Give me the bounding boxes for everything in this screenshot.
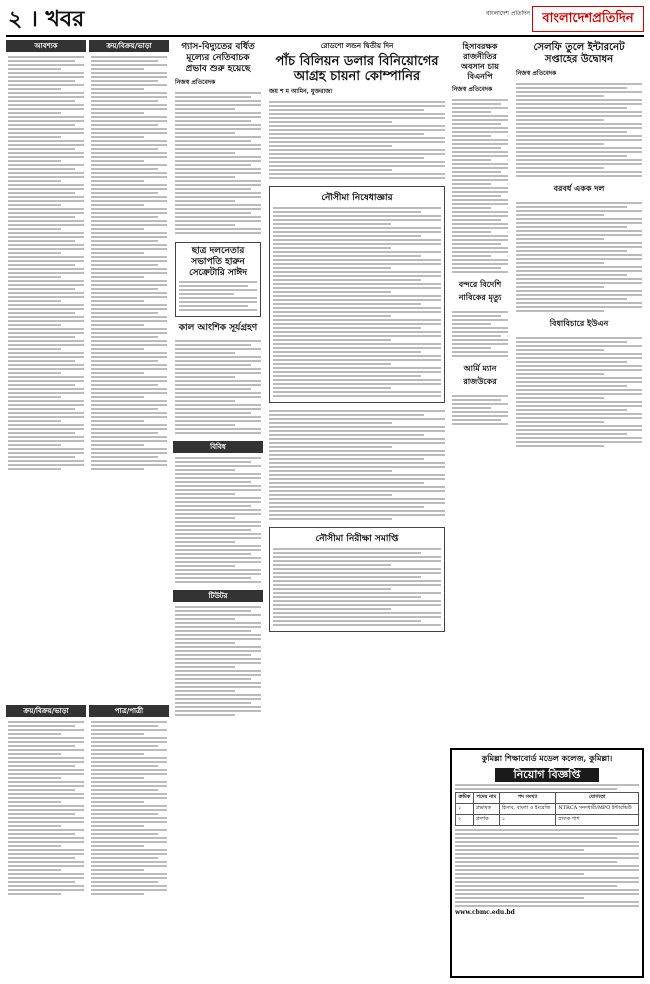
ad-cell: হিসাব, বাংলা ও ইংরেজি [499, 804, 555, 815]
article-body [173, 336, 263, 438]
classified-header-wanted: আবশ্যক [6, 40, 86, 52]
lead-inset-headline: নৌসীমা নিষেধাজ্ঞার [321, 193, 393, 203]
tutor-body [173, 602, 263, 720]
classified-body [6, 717, 86, 899]
ad-cell: ১ [499, 815, 555, 826]
article-byline: নিজস্ব প্রতিবেদক [452, 86, 493, 93]
ad-table-row [456, 815, 639, 826]
classified-column-1 [6, 40, 86, 700]
lead-inset-box-2 [269, 527, 445, 632]
ad-table-header: পদ সংখ্যা [499, 793, 555, 804]
tutor-header: টিউটর [173, 590, 263, 602]
ad-table-header: পদের নাম [473, 793, 499, 804]
article-headline: হিসাবরক্ষক রাজনীতির অবসান চায় বিএনপি [461, 42, 499, 81]
lead-body-continued [267, 406, 447, 524]
classified-column-bottom-1 [6, 705, 86, 980]
classified-body [6, 52, 86, 474]
page-label: ২ । খবর [8, 6, 85, 32]
classified-header-matrimony: পাত্র/পাত্রী [89, 705, 169, 717]
ad-website[interactable]: www.cbmc.edu.bd [455, 909, 515, 916]
classified-header-buy-sell-2: ক্রয়/বিক্রয়/ভাড়া [6, 705, 86, 717]
lead-kicker: রোডশো লন্ডন দ্বিতীয় দিন [320, 41, 394, 50]
sub-headline: কাল আংশিক সূর্যগ্রহণ [178, 323, 258, 333]
recruitment-ad [450, 748, 644, 978]
classified-column-2 [89, 40, 169, 700]
article-byline: নিজস্ব প্রতিবেদক [175, 79, 216, 86]
article-body [173, 88, 263, 238]
ad-table-header: ক্রমিক [456, 793, 474, 804]
lead-story [267, 40, 447, 740]
story-box [175, 242, 261, 317]
ad-cell: NTRCA সনদধারী/MPO ইন্টারভিউ [556, 804, 639, 815]
article-body [514, 333, 644, 451]
ad-college-name: কুমিল্লা শিক্ষাবোর্ড মডেল কলেজ, কুমিল্লা। [481, 753, 613, 763]
lead-byline: জয় শ ম আমিন, যুক্তরাজ্য [269, 88, 333, 95]
ad-table-header-row [456, 793, 639, 804]
classified-column-bottom-2 [89, 705, 169, 980]
box-headline-2: আর্মি ম্যান রাজউকের [463, 364, 497, 386]
article-body [450, 307, 510, 361]
date-line [410, 10, 530, 28]
article-body [450, 391, 510, 429]
article-body [514, 79, 644, 181]
ad-cell: প্রদর্শক [473, 815, 499, 826]
ad-body [455, 829, 639, 907]
article-headline: সেলফি তুলে ইন্টারনেট সপ্তাহের উদ্বোধন [533, 42, 625, 65]
masthead-rule [6, 35, 644, 37]
classified-body [89, 717, 169, 899]
news-column-3 [173, 40, 263, 980]
lead-inset-body-2 [273, 548, 441, 626]
ad-table-row [456, 804, 639, 815]
box-headline-2: বিধাবিচারে ইউএন [549, 319, 609, 328]
classified-header-buy-sell: ক্রয়/বিক্রয়/ভাড়া [89, 40, 169, 52]
ad-table-header: যোগ্যতা [556, 793, 639, 804]
lead-inset-body [273, 207, 441, 397]
ad-cell: ২ [456, 815, 474, 826]
ad-cell: প্রভাষক [473, 804, 499, 815]
ad-title: নিয়োগ বিজ্ঞপ্তি [495, 768, 599, 782]
article-body [450, 95, 510, 277]
misc-body [173, 453, 263, 587]
story-box-body [179, 281, 257, 311]
box-headline: বরবর্ধ একক দল [553, 184, 605, 193]
lead-body [267, 97, 447, 183]
article-headline: গ্যাস-বিদ্যুতের বর্ধিত মূল্যের নেতিবাচক প্রভাব শুরু হয়েছে [181, 42, 255, 74]
article-body [514, 198, 644, 316]
box-headline: বন্দরে বিদেশি নাবিকের মৃত্যু [458, 280, 502, 302]
newspaper-logo: বাংলাদেশপ্রতিদিন [532, 6, 644, 32]
ad-intro [455, 784, 639, 790]
ad-table [455, 792, 639, 826]
news-column-5 [450, 40, 510, 740]
story-box-headline: ছাত্র দলনেতার সভাপতি হারুন সেক্রেটারি সাঈদ [188, 246, 248, 278]
lead-inset-box [269, 186, 445, 403]
date-text: বাংলাদেশ প্রতিদিন [485, 10, 530, 17]
misc-header: বিবিধ [173, 441, 263, 453]
lead-inset-headline-2: নৌসীমা নিরীক্ষা সমাপ্তি [315, 534, 399, 544]
ad-cell: ১ [456, 804, 474, 815]
news-column-6 [514, 40, 644, 740]
ad-cell: স্নাতক পাশ [556, 815, 639, 826]
article-byline: নিজস্ব প্রতিবেদক [516, 70, 557, 77]
lead-headline: পাঁচ বিলিয়ন ডলার বিনিয়োগের আগ্রহ চায়না কোম্পানির [275, 54, 439, 84]
classified-body [89, 52, 169, 474]
